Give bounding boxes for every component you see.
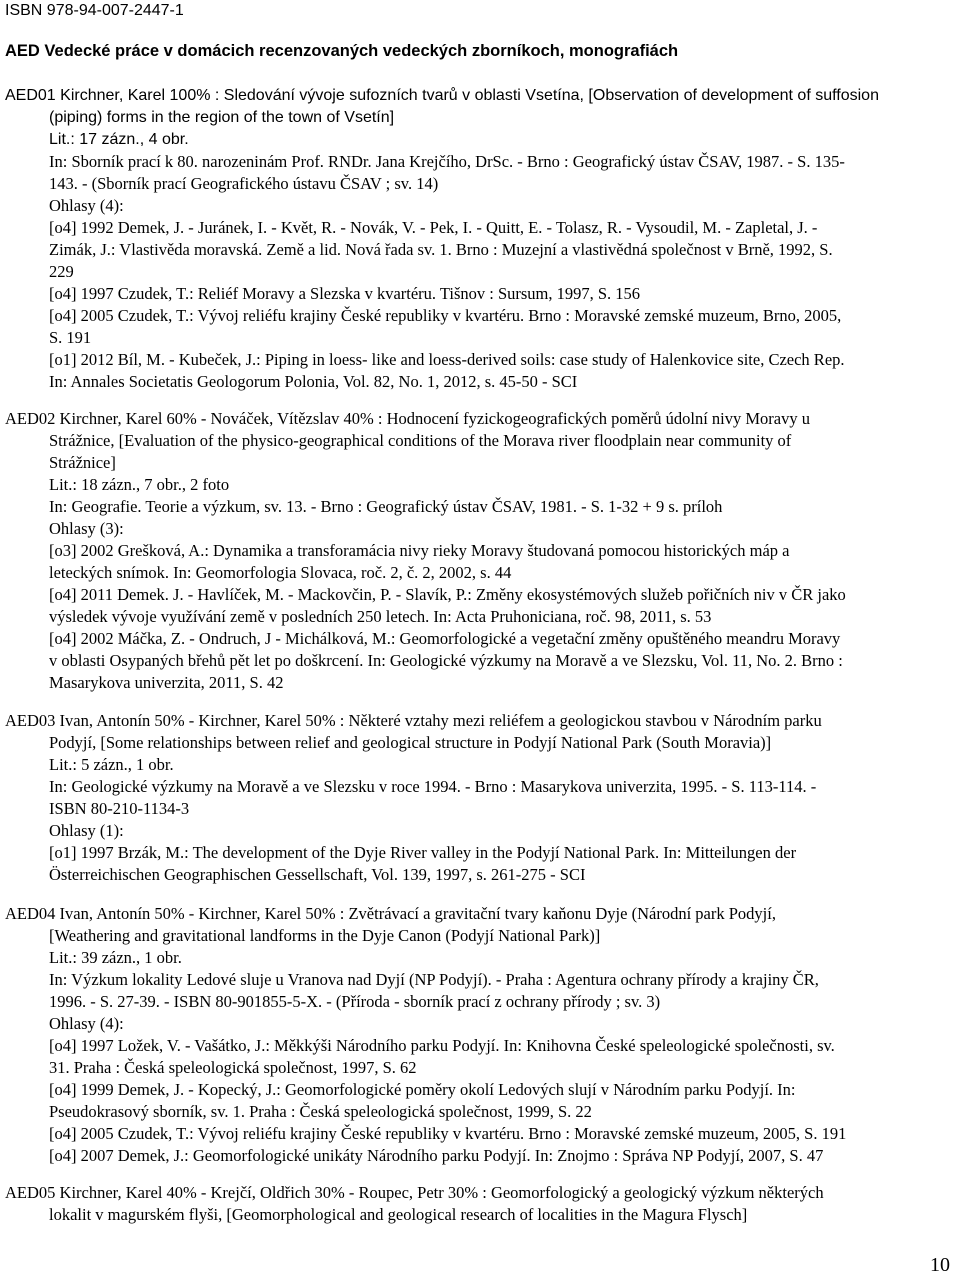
- entry-line: Ohlasy (4):: [49, 1014, 124, 1033]
- entry-line: lokalit v magurském flyši, [Geomorphological and geological research of localities in the Magura Flysch]: [49, 1205, 748, 1224]
- entry-line: Ohlasy (4):: [49, 196, 124, 215]
- entry-line: leteckých snímok. In: Geomorfologia Slovaca, roč. 2, č. 2, 2002, s. 44: [49, 563, 512, 582]
- entry-line: [o4] 2007 Demek, J.: Geomorfologické unikáty Národního parku Podyjí. In: Znojmo : Správa NP Podyjí, 2007, S. 47: [49, 1146, 824, 1165]
- entry-line: [o1] 1997 Brzák, M.: The development of the Dyje River valley in the Podyjí National Park. In: Mitteilungen der: [49, 843, 797, 862]
- section-title: AED Vedecké práce v domácich recenzovaných vedeckých zborníkoch, monografiách: [5, 42, 679, 60]
- page-number: 10: [930, 1254, 950, 1276]
- entry-head: AED04 Ivan, Antonín 50% - Kirchner, Karel 50% : Zvětrávací a gravitační tvary kaňonu Dyje (Národní park Podyjí,: [5, 904, 776, 923]
- isbn-header: ISBN 978-94-007-2447-1: [5, 2, 184, 19]
- entry-line: 31. Praha : Česká speleologická společnost, 1997, S. 62: [49, 1058, 417, 1077]
- entry-line: Pseudokrasový sborník, sv. 1. Praha : Česká speleologická společnost, 1999, S. 22: [49, 1102, 592, 1121]
- entry-line: [o3] 2002 Grešková, A.: Dynamika a transforamácia nivy rieky Moravy študovaná pomocou historických máp a: [49, 541, 790, 560]
- entry-aed03: [5, 710, 953, 886]
- entry-line: 229: [49, 262, 74, 281]
- entry-line: [o4] 2005 Czudek, T.: Vývoj reliéfu krajiny České republiky v kvartéru. Brno : Moravské zemské muzeum, Brno, 2005,: [49, 306, 842, 325]
- entry-line: Ohlasy (3):: [49, 519, 124, 538]
- entry-line: [o4] 2005 Czudek, T.: Vývoj reliéfu krajiny České republiky v kvartéru. Brno : Moravské zemské muzeum, 2005, S. 191: [49, 1124, 847, 1143]
- entry-line: Masarykova univerzita, 2011, S. 42: [49, 673, 284, 692]
- entry-line: Strážnice, [Evaluation of the physico-geographical conditions of the Morava river floodplain near community of: [49, 431, 792, 450]
- entry-head: AED02 Kirchner, Karel 60% - Nováček, Vítězslav 40% : Hodnocení fyzickogeografických poměrů údolní nivy Moravy u: [5, 409, 811, 428]
- entry-line: Österreichischen Geographischen Gessellschaft, Vol. 139, 1997, s. 261-275 - SCI: [49, 865, 586, 884]
- entry-line: Strážnice]: [49, 453, 116, 472]
- entry-line: [o4] 1992 Demek, J. - Juránek, I. - Květ, R. - Novák, V. - Pek, I. - Quitt, E. - Tolasz, R. - Vysoudil, M. - Zapletal, J. -: [49, 218, 818, 237]
- entry-head: AED01 Kirchner, Karel 100% : Sledování vývoje sufozních tvarů v oblasti Vsetína, [Observation of development of suffosion: [5, 87, 879, 104]
- entry-line: [o4] 1997 Ložek, V. - Vašátko, J.: Měkkýši Národního parku Podyjí. In: Knihovna České speleologické společnosti, sv.: [49, 1036, 835, 1055]
- entry-line: Lit.: 18 zázn., 7 obr., 2 foto: [49, 475, 230, 494]
- entry-line: Lit.: 5 zázn., 1 obr.: [49, 755, 174, 774]
- entry-line: [o4] 2011 Demek. J. - Havlíček, M. - Mackovčin, P. - Slavík, P.: Změny ekosystémových služeb pořičních niv v ČR jako: [49, 585, 846, 604]
- entry-line: In: Annales Societatis Geologorum Polonia, Vol. 82, No. 1, 2012, s. 45-50 - SCI: [49, 372, 578, 391]
- entry-aed02: [5, 408, 953, 694]
- entry-line: (piping) forms in the region of the town of Vsetín]: [49, 109, 395, 126]
- entry-head: AED05 Kirchner, Karel 40% - Krejčí, Oldřich 30% - Roupec, Petr 30% : Geomorfologický a geologický výzkum některých: [5, 1183, 824, 1202]
- entry-line: ISBN 80-210-1134-3: [49, 799, 190, 818]
- entry-line: výsledek vývoje využívání země v posledních 250 letech. In: Acta Pruhoniciana, roč. 98, 2011, s. 53: [49, 607, 712, 626]
- entry-line: [o4] 1997 Czudek, T.: Reliéf Moravy a Slezska v kvartéru. Tišnov : Sursum, 1997, S. 156: [49, 284, 641, 303]
- entry-head: AED03 Ivan, Antonín 50% - Kirchner, Karel 50% : Některé vztahy mezi reliéfem a geologickou stavbou v Národním parku: [5, 711, 822, 730]
- entry-line: In: Výzkum lokality Ledové sluje u Vranova nad Dyjí (NP Podyjí). - Praha : Agentura ochrany přírody a krajiny ČR,: [49, 970, 819, 989]
- entry-line: Podyjí, [Some relationships between relief and geological structure in Podyjí National Park (South Moravia)]: [49, 733, 772, 752]
- entry-line: [Weathering and gravitational landforms in the Dyje Canon (Podyjí National Park)]: [49, 926, 601, 945]
- entry-line: In: Geologické výzkumy na Moravě a ve Slezsku v roce 1994. - Brno : Masarykova univerzita, 1995. - S. 113-114. -: [49, 777, 817, 796]
- entry-aed05: [5, 1182, 953, 1226]
- entry-line: Ohlasy (1):: [49, 821, 124, 840]
- entry-line: [o4] 1999 Demek, J. - Kopecký, J.: Geomorfologické poměry okolí Ledových slují v Národním parku Podyjí. In:: [49, 1080, 796, 1099]
- entry-line: Lit.: 39 zázn., 1 obr.: [49, 948, 182, 967]
- entry-line: [o4] 2002 Máčka, Z. - Ondruch, J - Michálková, M.: Geomorfologické a vegetační změny opuštěného meandru Moravy: [49, 629, 841, 648]
- entry-line: In: Sborník prací k 80. narozeninám Prof. RNDr. Jana Krejčího, DrSc. - Brno : Geografický ústav ČSAV, 1987. - S. 135-: [49, 152, 845, 171]
- entry-line: [o1] 2012 Bíl, M. - Kubeček, J.: Piping in loess- like and loess-derived soils: case study of Halenkovice site, Czech Rep.: [49, 350, 845, 369]
- entry-line: Zimák, J.: Vlastivěda moravská. Země a lid. Nová řada sv. 1. Brno : Muzejní a vlastivědná společnost v Brně, 1992, S.: [49, 240, 833, 259]
- entry-line: Lit.: 17 zázn., 4 obr.: [49, 131, 189, 148]
- entry-aed04: [5, 903, 953, 1167]
- entry-line: v oblasti Osypaných břehů pět let po doškrcení. In: Geologické výzkumy na Moravě a ve Slezsku, Vol. 11, No. 2. Brno :: [49, 651, 843, 670]
- entry-line: S. 191: [49, 328, 92, 347]
- entry-line: 1996. - S. 27-39. - ISBN 80-901855-5-X. - (Příroda - sborník prací z ochrany přírody ; sv. 3): [49, 992, 661, 1011]
- entry-line: In: Geografie. Teorie a výzkum, sv. 13. - Brno : Geografický ústav ČSAV, 1981. - S. 1-32 + 9 s. príloh: [49, 497, 723, 516]
- entry-aed01: [5, 85, 953, 393]
- entry-line: 143. - (Sborník prací Geografického ústavu ČSAV ; sv. 14): [49, 174, 439, 193]
